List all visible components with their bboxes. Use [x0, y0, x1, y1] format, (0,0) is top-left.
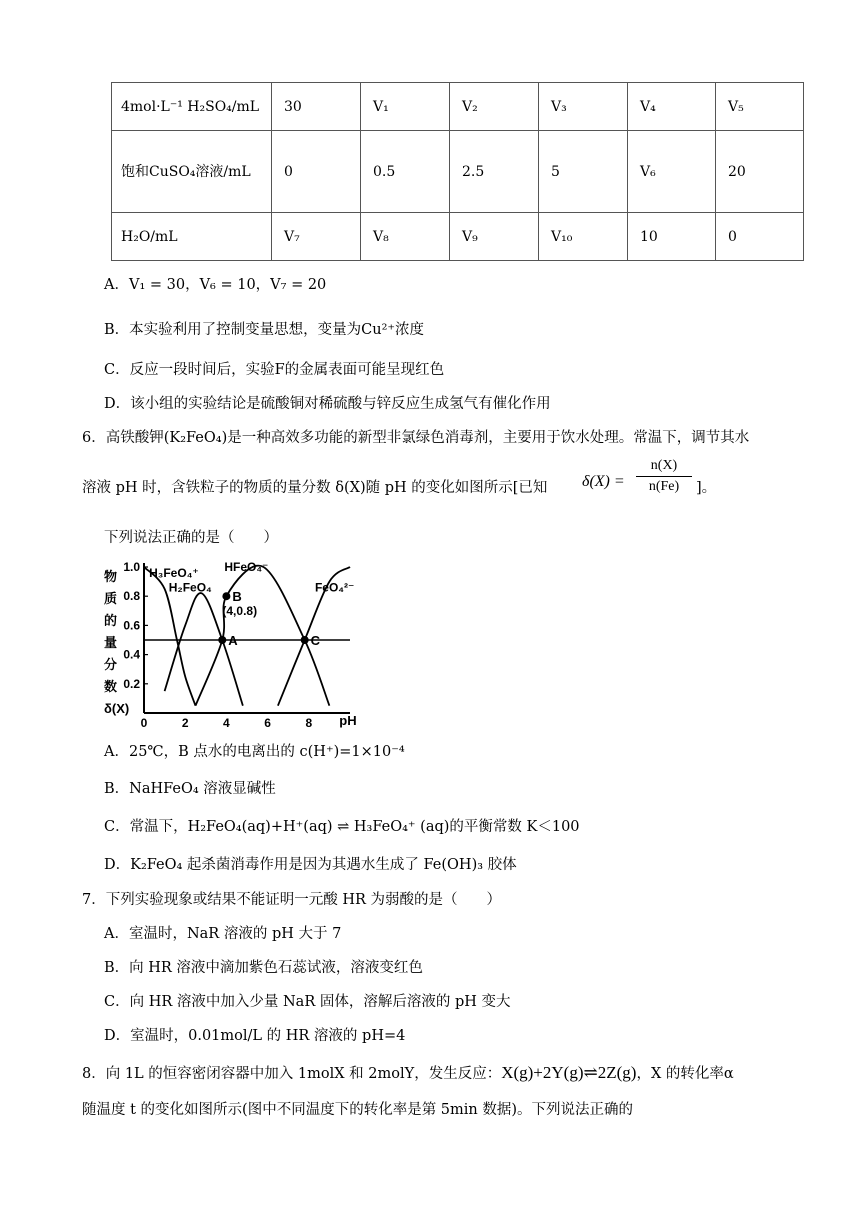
table-cell: V₄: [628, 83, 716, 131]
table-cell: 10: [628, 213, 716, 261]
table-cell: 20: [716, 131, 804, 213]
table-cell: V₅: [716, 83, 804, 131]
series-label: HFeO₄⁻: [224, 560, 269, 574]
table-cell: 30: [272, 83, 361, 131]
row-label: 4mol·L⁻¹ H₂SO₄/mL: [112, 83, 272, 131]
table-row: [112, 83, 804, 131]
x-tick-label: 8: [305, 716, 313, 730]
q7-stem: 7．下列实验现象或结果不能证明一元酸 HR 为弱酸的是（ ）: [82, 892, 502, 908]
table-cell: V₇: [272, 213, 361, 261]
q6-stem-line2-end: ]。: [696, 480, 717, 496]
q7-option-d: D．室温时，0.01mol/L 的 HR 溶液的 pH=4: [104, 1028, 406, 1044]
y-axis-label-char: 的: [104, 613, 118, 628]
x-tick-label: 2: [181, 716, 189, 730]
y-tick-label: 1.0: [123, 560, 140, 574]
table-cell: 2.5: [450, 131, 539, 213]
point-label: A: [228, 633, 238, 648]
q8-stem-text: 8．向 1L 的恒容密闭容器中加入 1molX 和 2molY，发生反应：: [82, 1066, 502, 1082]
y-tick-label: 0.2: [123, 676, 140, 691]
table-row: [112, 213, 804, 261]
table-cell: 0.5: [361, 131, 450, 213]
delta-formula-fraction: [636, 458, 692, 495]
table-cell: V₁: [361, 83, 450, 131]
table-cell: V₉: [450, 213, 539, 261]
q5-option-a: A．V₁ = 30，V₆ = 10，V₇ = 20: [104, 277, 327, 293]
table-cell: V₂: [450, 83, 539, 131]
q8-stem-a: [82, 1062, 734, 1083]
table-cell: 0: [716, 213, 804, 261]
table-cell: V₈: [361, 213, 450, 261]
point-b: [222, 592, 230, 600]
q5-option-c: C．反应一段时间后，实验F的金属表面可能呈现红色: [104, 362, 445, 378]
point-c: [301, 636, 309, 644]
point-label: C: [310, 633, 321, 648]
formula-numerator: n(X): [636, 458, 692, 477]
y-axis-label-char: 数: [104, 679, 118, 694]
table-cell: 5: [539, 131, 628, 213]
row-label: 饱和CuSO₄溶液/mL: [112, 131, 272, 213]
x-tick-label: 6: [264, 716, 271, 730]
y-tick-label: 0.8: [123, 589, 140, 604]
fraction-ph-chart: [100, 553, 360, 733]
table-row: [112, 131, 804, 213]
experiment-table: [111, 82, 804, 261]
q5-option-d: D．该小组的实验结论是硫酸铜对稀硫酸与锌反应生成氢气有催化作用: [104, 396, 551, 412]
q6-stem-line2: 溶液 pH 时，含铁粒子的物质的量分数 δ(X)随 pH 的变化如图所示[已知: [82, 480, 548, 496]
q8-reaction: X(g)+2Y(g)⇌2Z(g): [501, 1063, 637, 1082]
x-axis-label: pH: [339, 713, 357, 728]
y-tick-label: 0.6: [123, 618, 140, 633]
y-tick-label: 0.4: [123, 647, 140, 662]
table-cell: V₆: [628, 131, 716, 213]
q7-option-b: B．向 HR 溶液中滴加紫色石蕊试液，溶液变红色: [104, 960, 423, 976]
q5-option-b: B．本实验利用了控制变量思想，变量为Cu²⁺浓度: [104, 322, 425, 338]
y-axis-label-char: 质: [104, 591, 118, 606]
x-tick-label: 4: [223, 716, 230, 730]
q6-option-d: D．K₂FeO₄ 起杀菌消毒作用是因为其遇水生成了 Fe(OH)₃ 胶体: [104, 857, 517, 873]
table-cell: V₃: [539, 83, 628, 131]
y-axis-label-char: δ(X): [104, 701, 130, 716]
row-label: H₂O/mL: [112, 213, 272, 261]
q6-option-c: C．常温下，H₂FeO₄(aq)+H⁺(aq) ⇌ H₃FeO₄⁺ (aq)的平衡常数 K＜100: [104, 819, 580, 835]
point-label: B: [232, 589, 242, 605]
table-cell: 0: [272, 131, 361, 213]
q6-option-b: B．NaHFeO₄ 溶液显碱性: [104, 781, 276, 797]
q6-stem-line1: 6．高铁酸钾(K₂FeO₄)是一种高效多功能的新型非氯绿色消毒剂，主要用于饮水处理。常温下，调节其水: [82, 430, 750, 446]
q6-question: 下列说法正确的是（ ）: [104, 530, 278, 546]
point-a: [218, 636, 226, 644]
table-cell: V₁₀: [539, 213, 628, 261]
y-axis-label-char: 分: [104, 657, 118, 672]
q6-option-a: A．25℃，B 点水的电离出的 c(H⁺)=1×10⁻⁴: [104, 744, 405, 760]
q7-option-a: A．室温时，NaR 溶液的 pH 大于 7: [104, 926, 342, 942]
y-axis-label-char: 量: [104, 635, 118, 650]
delta-formula-lhs: δ(X) =: [582, 473, 625, 490]
series-label: H₂FeO₄: [168, 580, 212, 595]
point-coord-label: (4,0.8): [222, 604, 258, 619]
series-label: H₃FeO₄⁺: [149, 565, 199, 580]
q8-stem-text-b: ，X 的转化率α: [636, 1066, 734, 1082]
formula-denominator: n(Fe): [648, 479, 680, 494]
series-label: FeO₄²⁻: [314, 580, 355, 595]
series-line: [196, 566, 330, 706]
q7-option-c: C．向 HR 溶液中加入少量 NaR 固体，溶解后溶液的 pH 变大: [104, 994, 511, 1010]
y-axis-label-char: 物: [104, 569, 118, 584]
x-tick-label: 0: [140, 716, 148, 730]
q8-stem-line2: 随温度 t 的变化如图所示(图中不同温度下的转化率是第 5min 数据)。下列说法正确的: [82, 1102, 634, 1118]
